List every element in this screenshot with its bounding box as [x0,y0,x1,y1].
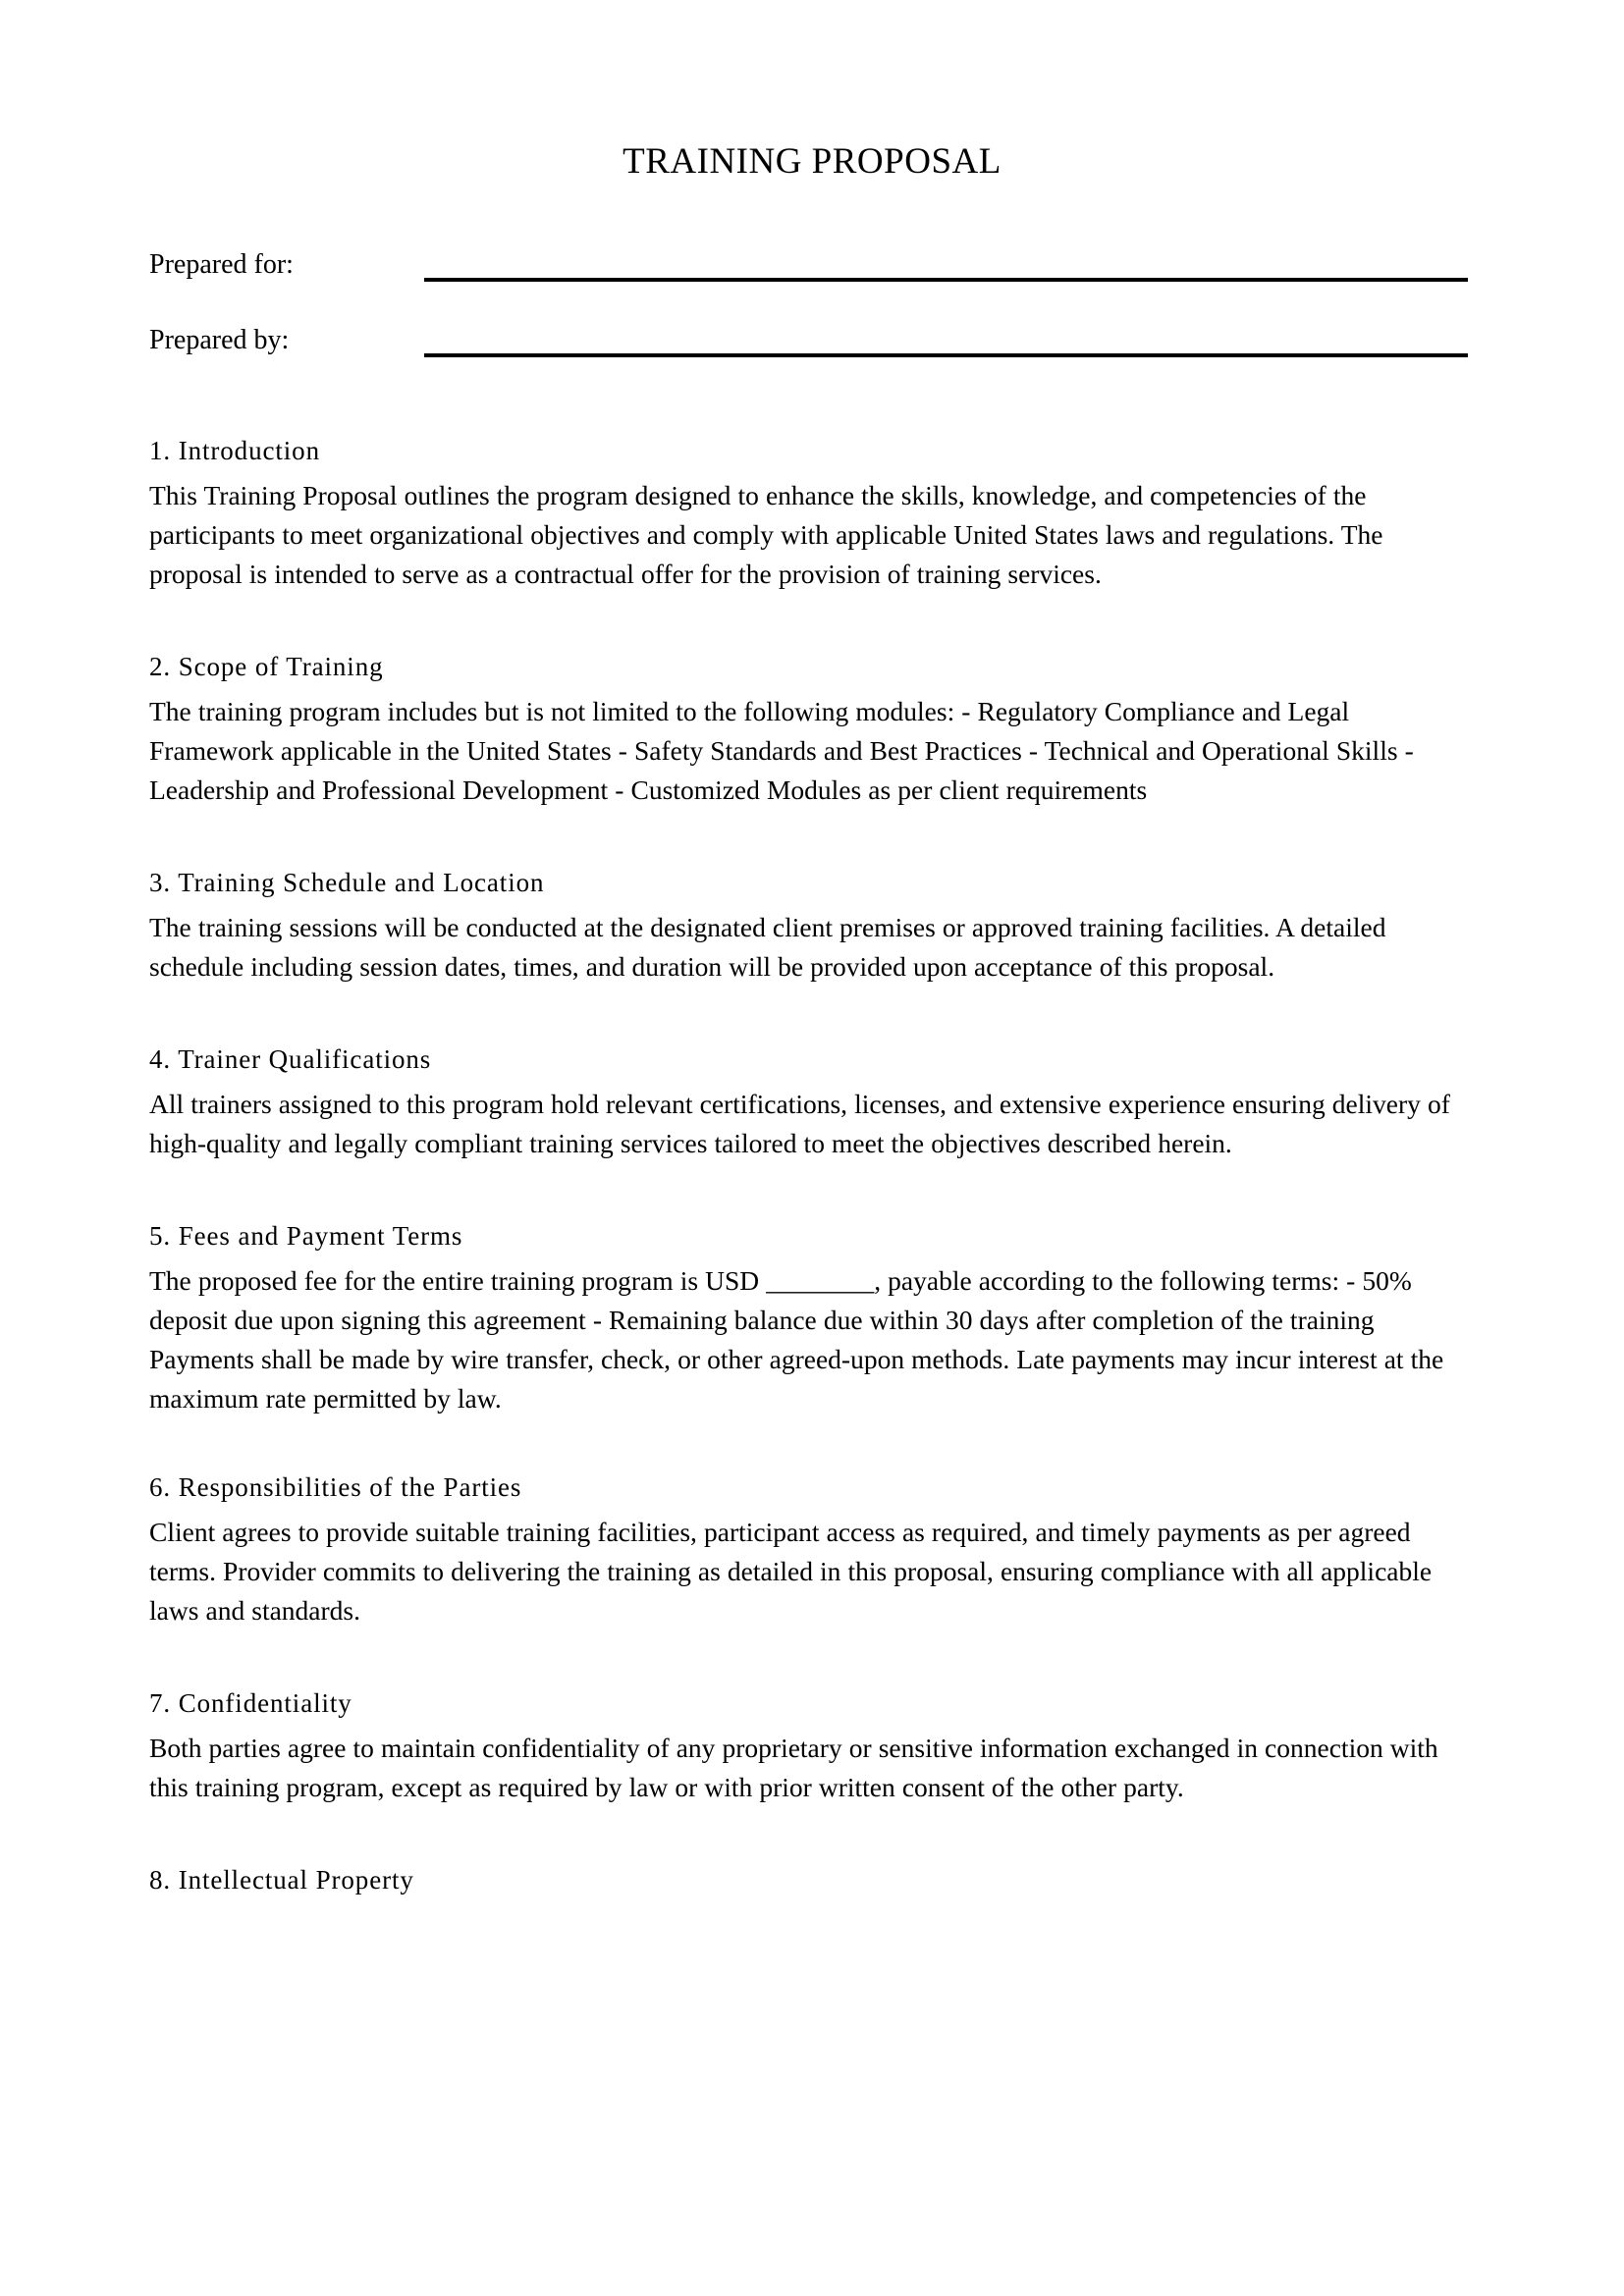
prepared-by-label: Prepared by: [149,325,290,355]
section-trainer-qualifications [149,1040,1471,1163]
prepared-by-row [149,316,1475,392]
section-heading: 7. Confidentiality [149,1688,352,1718]
prepared-fields [149,240,1475,392]
page-title: TRAINING PROPOSAL [623,140,1001,182]
section-paragraph: Both parties agree to maintain confidentiality of any proprietary or sensitive information exchanged in connection with this training program, except as required by law or with prior written consent of the other party. [149,1733,1438,1802]
prepared-for-label: Prepared for: [149,249,294,280]
section-heading: 6. Responsibilities of the Parties [149,1472,522,1502]
section-training-schedule-and-location [149,863,1471,987]
prepared-for-row [149,240,1475,316]
section-intellectual-property [149,1860,1471,1899]
section-paragraph: The proposed fee for the entire training program is USD ________, payable according to the following terms: - 50% deposit due upon signing this agreement - Remaining balance due within 30 days after completion of the training Payments shall be made by wire transfer, check, or other agreed-upon methods. Late payments may incur interest at the maximum rate permitted by law. [149,1265,1444,1414]
section-confidentiality [149,1683,1471,1807]
section-paragraph: The training program includes but is not limited to the following modules: - Regulatory Compliance and Legal Framework applicable in the United States - Safety Standards and Best Practices - Technical and Operational Skills - Leadership and Professional Development - Customized Modules as per client requirements [149,696,1414,805]
section-heading: 2. Scope of Training [149,652,384,681]
section-fees-and-payment-terms [149,1216,1471,1418]
section-heading: 1. Introduction [149,436,320,465]
prepared-for-fill-line[interactable] [424,278,1468,282]
section-heading: 4. Trainer Qualifications [149,1044,432,1074]
document-body [149,431,1471,1905]
section-paragraph: All trainers assigned to this program hold relevant certifications, licenses, and extensive experience ensuring delivery of high-quality and legally compliant training services tailored to meet the objectives described herein. [149,1089,1450,1158]
section-paragraph: This Training Proposal outlines the program designed to enhance the skills, knowledge, and competencies of the participants to meet organizational objectives and comply with applicable United States laws and regulations. The proposal is intended to serve as a contractual offer for the provision of training services. [149,480,1383,589]
section-heading: 5. Fees and Payment Terms [149,1221,463,1251]
section-introduction [149,431,1471,594]
section-scope-of-training [149,647,1471,810]
section-paragraph: The training sessions will be conducted at the designated client premises or approved training facilities. A detailed schedule including session dates, times, and duration will be provided upon acceptance of this proposal. [149,912,1386,982]
section-paragraph: Client agrees to provide suitable training facilities, participant access as required, and timely payments as per agreed terms. Provider commits to delivering the training as detailed in this proposal, ensuring compliance with all applicable laws and standards. [149,1517,1433,1626]
section-responsibilities-of-the-parties [149,1468,1471,1630]
prepared-by-fill-line[interactable] [424,353,1468,357]
section-heading: 8. Intellectual Property [149,1865,414,1895]
section-heading: 3. Training Schedule and Location [149,868,545,897]
